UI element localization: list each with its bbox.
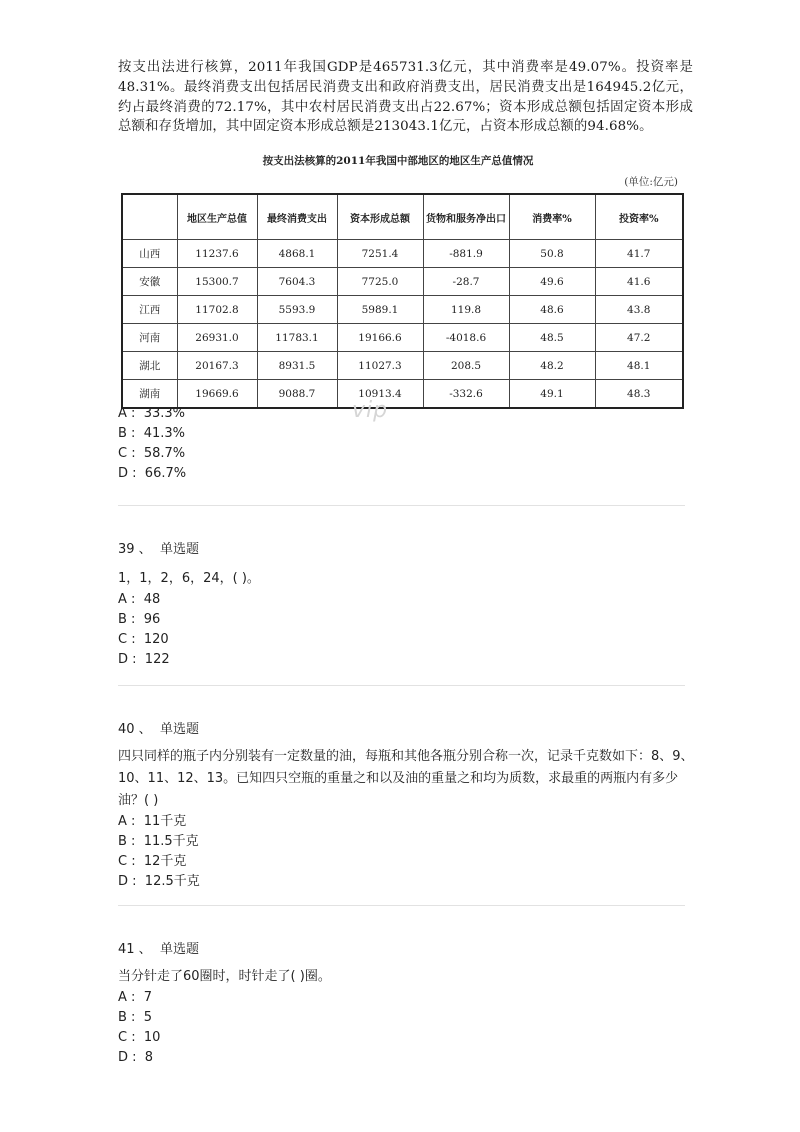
table-cell: 11027.3 [337,352,423,380]
option-text: 10 [143,1030,161,1045]
option-key: D [118,874,129,889]
table-cell: 4868.1 [257,240,337,268]
divider [118,905,685,906]
table-row [122,240,683,268]
table-cell: 5593.9 [257,296,337,324]
question-38-passage [118,58,693,137]
option-text: 12.5千克 [144,874,200,889]
table-cell: 48.5 [509,324,595,352]
option-c[interactable]: C : 58.7% [118,446,186,461]
option-key: D [118,1050,129,1065]
option-key: B [118,1010,127,1025]
table-cell: 10913.4 [337,380,423,409]
table-cell: 8931.5 [257,352,337,380]
question-header: 39 、 单选题 [118,542,199,557]
option-a[interactable]: A : 7 [118,990,152,1005]
option-text: 66.7% [144,466,187,481]
table-cell: 11237.6 [177,240,257,268]
table-cell: 湖南 [122,380,177,409]
table-row [122,296,683,324]
option-key: B [118,426,127,441]
header-cell: 最终消费支出 [257,194,337,240]
option-c[interactable]: C : 12千克 [118,854,187,869]
question-header: 41 、 单选题 [118,942,199,957]
table-cell: 47.2 [595,324,683,352]
question-options [118,812,698,892]
table-cell: 11702.8 [177,296,257,324]
question-41 [118,940,698,1068]
table-cell: 河南 [122,324,177,352]
question-options [118,590,698,670]
option-d[interactable]: D : 12.5千克 [118,874,200,889]
option-a[interactable]: A : 33.3% [118,406,185,421]
option-key: A [118,592,127,607]
table-cell: -332.6 [423,380,509,409]
table-cell: 41.7 [595,240,683,268]
option-b[interactable]: B : 11.5千克 [118,834,199,849]
table-cell: 15300.7 [177,268,257,296]
question-40 [118,720,698,892]
table-cell: 湖北 [122,352,177,380]
option-text: 122 [144,652,170,667]
divider [118,505,685,506]
option-b[interactable]: B : 5 [118,1010,152,1025]
option-key: C [118,854,128,869]
option-text: 5 [143,1010,152,1025]
header-cell: 地区生产总值 [177,194,257,240]
table-row [122,380,683,409]
table-cell: 41.6 [595,268,683,296]
table-row [122,352,683,380]
option-d[interactable]: D : 66.7% [118,466,187,481]
table-unit: (单位:亿元) [624,176,678,188]
header-cell: 投资率% [595,194,683,240]
question-text: 当分针走了60圈时，时针走了( )圈。 [118,969,331,984]
table-cell: 48.1 [595,352,683,380]
option-text: 12千克 [143,854,187,869]
option-b[interactable]: B : 41.3% [118,426,186,441]
option-text: 11.5千克 [143,834,199,849]
option-key: D [118,652,129,667]
option-c[interactable]: C : 120 [118,632,169,647]
option-text: 8 [144,1050,154,1065]
table-cell: 7251.4 [337,240,423,268]
table-cell: 11783.1 [257,324,337,352]
table-cell: 208.5 [423,352,509,380]
table-cell: 50.8 [509,240,595,268]
question-type: 单选题 [159,542,199,557]
header-cell: 货物和服务净出口 [423,194,509,240]
option-text: 11千克 [143,814,187,829]
option-text: 7 [143,990,152,1005]
table-cell: 20167.3 [177,352,257,380]
table-cell: -881.9 [423,240,509,268]
option-key: B [118,612,127,627]
passage-text: 按支出法进行核算，2011年我国GDP是465731.3亿元，其中消费率是49.07%。投资率是48.31%。最终消费支出包括居民消费支出和政府消费支出，居民消费支出是164945.2亿元，约占最终消费的72.17%，其中农村居民消费支出占22.67%；资本形成总额包括固定资本形成总额和存货增加，其中固定资本形成总额是213043.1亿元，占资本形成总额的94.68%。 [118,60,693,135]
option-text: 48 [143,592,161,607]
table-cell: 49.6 [509,268,595,296]
table-cell: -4018.6 [423,324,509,352]
question-number: 39 [118,542,135,557]
table-cell: 7604.3 [257,268,337,296]
table-cell: 119.8 [423,296,509,324]
table-cell: 26931.0 [177,324,257,352]
table-cell: 19669.6 [177,380,257,409]
watermark: vip [352,398,389,423]
table-cell: 9088.7 [257,380,337,409]
question-header: 40 、 单选题 [118,722,199,737]
option-key: D [118,466,129,481]
option-key: B [118,834,127,849]
table-cell: 7725.0 [337,268,423,296]
header-cell [122,194,177,240]
table-header-row [122,194,683,240]
table-cell: 5989.1 [337,296,423,324]
table-cell: 48.3 [595,380,683,409]
question-text: 四只同样的瓶子内分别装有一定数量的油，每瓶和其他各瓶分别合称一次，记录千克数如下：8、9、10、11、12、13。已知四只空瓶的重量之和以及油的重量之和均为质数，求最重的两瓶内有多少油？( ) [118,749,694,808]
option-text: 41.3% [143,426,186,441]
table-cell: 48.2 [509,352,595,380]
option-d[interactable]: D : 8 [118,1050,154,1065]
question-number: 41 [118,942,135,957]
question-text: 1，1，2，6，24，( )。 [118,571,260,586]
table-cell: 43.8 [595,296,683,324]
option-a[interactable]: A : 11千克 [118,814,187,829]
question-number: 40 [118,722,135,737]
question-39 [118,540,698,670]
table-row [122,324,683,352]
table-cell: 江西 [122,296,177,324]
option-key: A [118,814,127,829]
option-text: 58.7% [143,446,186,461]
option-key: C [118,632,128,647]
question-type: 单选题 [159,942,199,957]
option-text: 96 [143,612,161,627]
gdp-table [121,193,684,409]
option-key: C [118,446,128,461]
option-a[interactable]: A : 48 [118,592,161,607]
divider [118,685,685,686]
option-key: A [118,406,127,421]
header-cell: 资本形成总额 [337,194,423,240]
question-38-options [118,404,186,484]
option-b[interactable]: B : 96 [118,612,161,627]
option-d[interactable]: D : 122 [118,652,170,667]
option-key: C [118,1030,128,1045]
table-cell: 山西 [122,240,177,268]
table-title: 按支出法核算的2011年我国中部地区的地区生产总值情况 [262,155,534,167]
option-key: A [118,990,127,1005]
header-cell: 消费率% [509,194,595,240]
table-cell: -28.7 [423,268,509,296]
table-cell: 19166.6 [337,324,423,352]
option-text: 33.3% [143,406,185,421]
table-cell: 49.1 [509,380,595,409]
table-cell: 48.6 [509,296,595,324]
table-cell: 安徽 [122,268,177,296]
table-row [122,268,683,296]
question-options [118,988,698,1068]
option-c[interactable]: C : 10 [118,1030,161,1045]
question-type: 单选题 [159,722,199,737]
option-text: 120 [143,632,169,647]
